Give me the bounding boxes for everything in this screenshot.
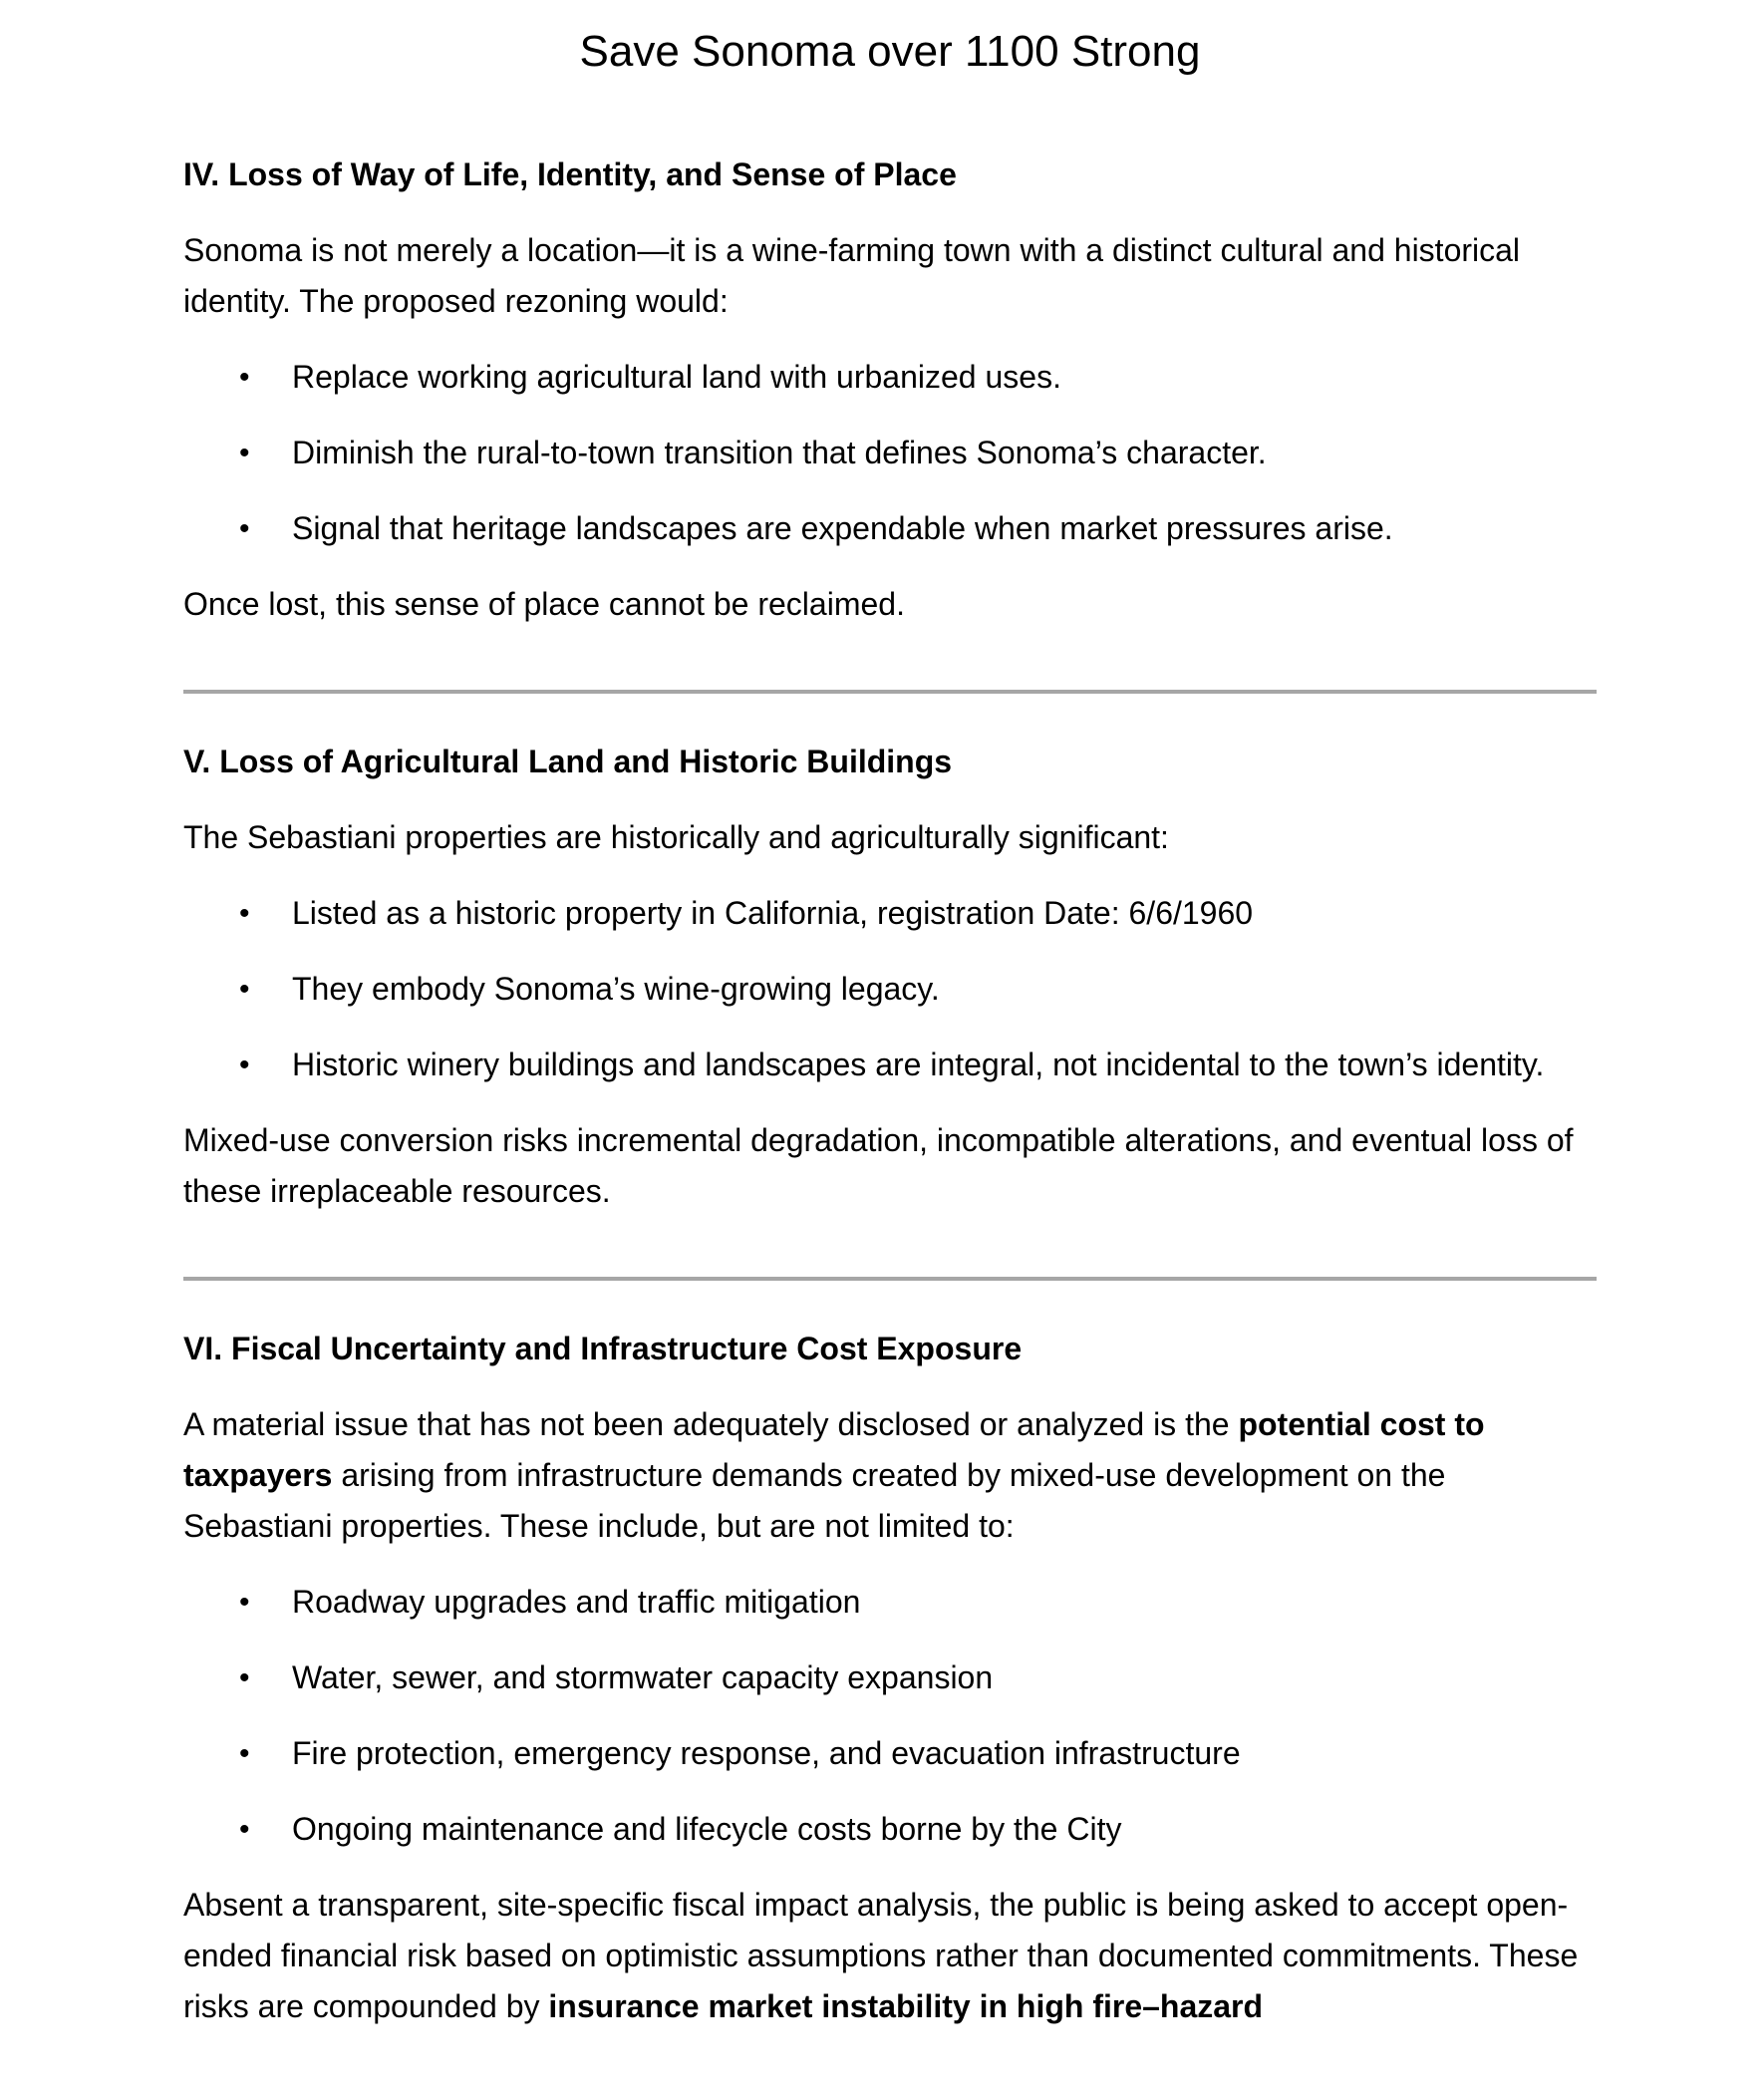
section-v-closing: Mixed-use conversion risks incremental degradation, incompatible alterations, and eventual loss of these irreplaceable resources.	[183, 1122, 1574, 1209]
document-page	[183, 0, 1597, 2032]
document-title: Save Sonoma over 1100 Strong	[579, 27, 1201, 76]
section-vi-closing	[183, 1880, 1597, 2032]
section-divider	[183, 1277, 1597, 1281]
section-iv-intro: Sonoma is not merely a location—it is a wine-farming town with a distinct cultural and historical identity. The proposed rezoning would:	[183, 232, 1521, 319]
bullet-icon: •	[239, 1737, 250, 1770]
list-item-text: Diminish the rural-to-town transition that defines Sonoma’s character.	[292, 435, 1267, 470]
list-item	[183, 428, 1597, 478]
section-iv-bullet-list	[183, 352, 1597, 554]
list-item-text: Replace working agricultural land with urbanized uses.	[292, 359, 1061, 395]
section-vi-intro-emphasis: potential cost to taxpayers	[183, 1406, 1485, 1493]
section-vi-intro-text: A material issue that has not been adequately disclosed or analyzed is the	[183, 1406, 1239, 1442]
section-v	[183, 737, 1597, 1217]
section-vi-closing-text: Absent a transparent, site-specific fiscal impact analysis, the public is being asked to accept open-ended financial risk based on optimistic assumptions rather than documented commitments. These risks are compounded by	[183, 1887, 1579, 2024]
list-item-text: Ongoing maintenance and lifecycle costs borne by the City	[292, 1811, 1122, 1847]
section-iv-heading: IV. Loss of Way of Life, Identity, and Sense of Place	[183, 156, 957, 192]
section-vi-intro	[183, 1399, 1597, 1552]
list-item-text: Listed as a historic property in California, registration Date: 6/6/1960	[292, 895, 1254, 931]
list-item	[183, 503, 1597, 554]
list-item-text: Signal that heritage landscapes are expendable when market pressures arise.	[292, 510, 1393, 546]
section-vi	[183, 1324, 1597, 2032]
list-item	[183, 1577, 1597, 1628]
list-item-text: They embody Sonoma’s wine-growing legacy.	[292, 971, 940, 1007]
list-item	[183, 888, 1597, 939]
section-v-bullet-list	[183, 888, 1597, 1090]
section-divider	[183, 690, 1597, 694]
bullet-icon: •	[239, 897, 250, 930]
section-vi-closing-emphasis: insurance market instability in high fire–hazard	[548, 1988, 1264, 2024]
list-item-text: Historic winery buildings and landscapes are integral, not incidental to the town’s identity.	[292, 1047, 1545, 1082]
list-item	[183, 964, 1597, 1015]
bullet-icon: •	[239, 1586, 250, 1619]
bullet-icon: •	[239, 512, 250, 545]
section-iv	[183, 150, 1597, 630]
list-item	[183, 352, 1597, 403]
list-item	[183, 1804, 1597, 1855]
bullet-icon: •	[239, 361, 250, 394]
list-item-text: Roadway upgrades and traffic mitigation	[292, 1584, 861, 1620]
list-item	[183, 1652, 1597, 1703]
list-item-text: Water, sewer, and stormwater capacity expansion	[292, 1659, 994, 1695]
section-v-heading: V. Loss of Agricultural Land and Historic Buildings	[183, 744, 953, 779]
bullet-icon: •	[239, 1813, 250, 1846]
section-vi-bullet-list	[183, 1577, 1597, 1855]
section-vi-heading: VI. Fiscal Uncertainty and Infrastructure Cost Exposure	[183, 1331, 1023, 1366]
bullet-icon: •	[239, 437, 250, 469]
list-item	[183, 1728, 1597, 1779]
list-item	[183, 1040, 1597, 1090]
bullet-icon: •	[239, 1048, 250, 1081]
bullet-icon: •	[239, 973, 250, 1006]
section-iv-closing: Once lost, this sense of place cannot be reclaimed.	[183, 586, 905, 622]
section-vi-intro-text-continued: arising from infrastructure demands created by mixed-use development on the Sebastiani properties. These include, but are not limited to:	[183, 1457, 1446, 1544]
bullet-icon: •	[239, 1661, 250, 1694]
list-item-text: Fire protection, emergency response, and evacuation infrastructure	[292, 1735, 1241, 1771]
section-v-intro: The Sebastiani properties are historically and agriculturally significant:	[183, 819, 1169, 855]
